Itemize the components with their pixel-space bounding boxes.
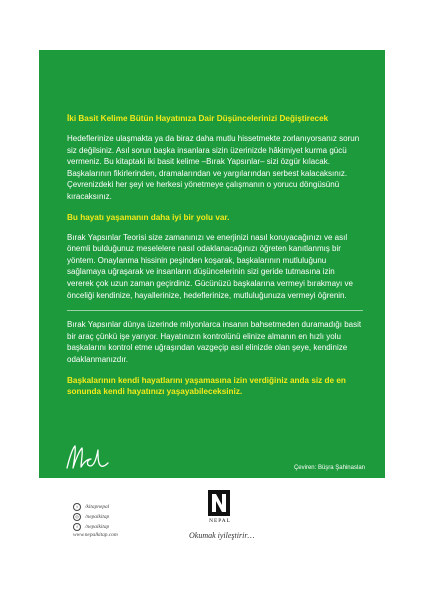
social-row-facebook[interactable]	[73, 522, 118, 531]
closing-statement: Başkalarının kendi hayatlarını yaşamasına izin verdiğiniz anda siz de en sonunda kendi hayatınızı yaşayabileceksiniz.	[67, 375, 346, 396]
book-back-cover	[39, 50, 385, 588]
publisher-slogan: Okumak iyileştirir…	[189, 531, 255, 540]
paragraph-theory: Bırak Yapsınlar Teorisi size zamanınızı ve enerjinizi nasıl koruyacağınızı ve asıl önemli bulduğunuz meselelere nasıl odaklanacağınızı öğreten kanıtlanmış bir yöntem. Onaylanma hissinin peşinden koşarak, başkalarının mutluluğunu sağlamaya uğraşarak ve insanların düşüncelerinin sizi geride tutmasına izin vererek çok uzun zaman geçirdiniz. Gücünüzü başkalarına vermeyi bırakmayı ve önceliği kendinize, hayallerinize, hedeflerinize, mutluluğunuza vermeyi öğrenin.	[67, 232, 353, 300]
publisher-name: NEPAL	[209, 518, 231, 524]
paragraph-intro: Hedeflerinize ulaşmakta ya da biraz daha mutlu hissetmekte zorlanıyorsanız sorun siz değilsiniz. Asıl sorun başka insanlara sizin üzerinizde hâkimiyet kurma gücü vermeniz. Bu kitaptaki iki basit kelime –Bırak Yapsınlar– sizi özgür kılacak. Başkalarının fikirlerinden, dramalarından ve yargılarından serbest kalacaksınız. Çevrenizdeki her şeyi ve herkesi yönetmeye çalışmanın o yorucu döngüsünü kıracaksınız.	[67, 134, 360, 201]
social-links	[73, 502, 118, 538]
paragraph-tool: Bırak Yapsınlar dünya üzerinde milyonlarca insanın bahsetmeden duramadığı basit bir araç çünkü işe yarıyor. Hayatınızın kontrolünü elinize almanın en hızlı yolu başkalarını kontrol etme uğraşından vazgeçip asıl elinizde olan şeye, kendinize odaklanmanızdır.	[67, 320, 362, 364]
headline: İki Basit Kelime Bütün Hayatınıza Dair Düşüncelerinizi Değiştirecek	[67, 114, 329, 123]
cover-text	[67, 113, 363, 406]
social-row-twitter[interactable]	[73, 502, 118, 511]
twitter-icon: t	[73, 503, 81, 511]
social-handle: /kitapnepal	[85, 503, 110, 510]
social-row-instagram[interactable]	[73, 512, 118, 521]
divider	[67, 310, 363, 311]
author-signature	[64, 442, 110, 472]
translator-credit: Çeviren: Büşra Şahinaslan	[293, 465, 365, 471]
instagram-icon: ◎	[73, 513, 81, 521]
social-handle: /nepalkitap	[85, 513, 110, 520]
social-handle: /nepalkitap	[85, 523, 110, 530]
publisher-logo-icon	[208, 490, 230, 516]
subheadline: Bu hayatı yaşamanın daha iyi bir yolu var.	[67, 212, 230, 222]
website-link[interactable]: www.nepalkitap.com	[73, 532, 118, 538]
facebook-icon: f	[73, 523, 81, 531]
